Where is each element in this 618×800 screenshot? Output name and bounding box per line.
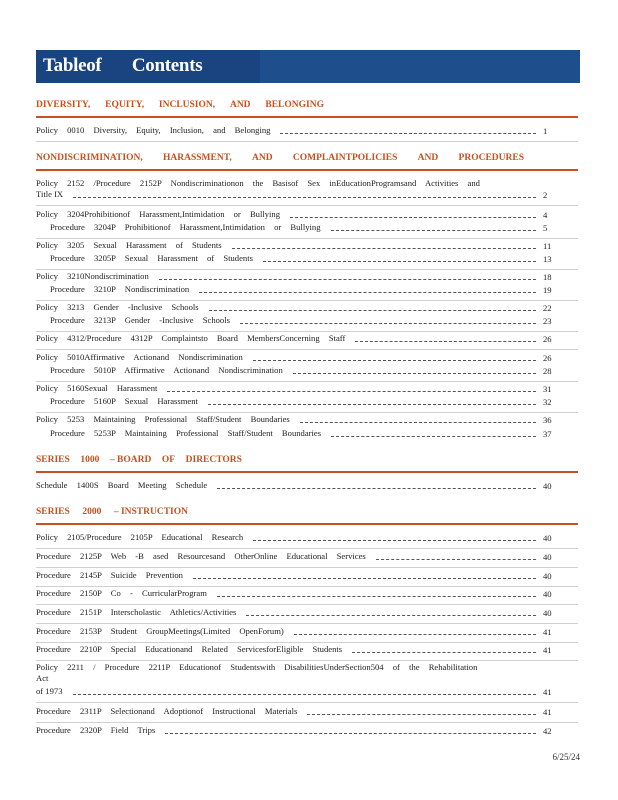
entry-separator xyxy=(36,660,578,661)
toc-page-number: 1 xyxy=(543,126,548,136)
toc-page-number: 40 xyxy=(543,571,552,581)
toc-leader xyxy=(280,133,536,134)
toc-page-number: 32 xyxy=(543,397,552,407)
toc-leader xyxy=(352,652,536,653)
toc-entry-title: Procedure 3210P Nondiscrimination xyxy=(50,284,190,294)
entry-separator xyxy=(36,300,578,301)
toc-page-number: 26 xyxy=(543,334,552,344)
toc-leader xyxy=(217,596,536,597)
toc-entry-title: Policy 3204Prohibitionof Harassment,Intimidation or Bullying xyxy=(36,209,281,219)
toc-page-number: 41 xyxy=(543,687,552,697)
toc-page-number: 41 xyxy=(543,627,552,637)
toc-leader xyxy=(376,559,536,560)
toc-page-number: 41 xyxy=(543,707,552,717)
toc-page-number: 28 xyxy=(543,366,552,376)
toc-page-number: 22 xyxy=(543,303,552,313)
toc-page-number: 26 xyxy=(543,353,552,363)
toc-page-number: 40 xyxy=(543,552,552,562)
toc-entry-title: Policy 5253 Maintaining Professional Staff/Student Boundaries xyxy=(36,414,290,424)
toc-leader xyxy=(290,217,536,218)
toc-page-number: 11 xyxy=(543,241,552,251)
entry-separator xyxy=(36,722,578,723)
toc-page-number: 13 xyxy=(543,254,552,264)
toc-entry-title: Procedure 2151P Interscholastic Athletics/Activities xyxy=(36,607,237,617)
toc-leader xyxy=(246,615,536,616)
toc-entry-title: Procedure 2311P Selectionand Adoptionof Instructional Materials xyxy=(36,706,298,716)
toc-leader xyxy=(209,310,536,311)
toc-entry-title: Procedure 5253P Maintaining Professional Staff/Student Boundaries xyxy=(50,428,322,438)
toc-leader xyxy=(331,230,536,231)
toc-page-number: 40 xyxy=(543,533,552,543)
section-header-series-1000 xyxy=(36,455,578,465)
toc-page-number: 36 xyxy=(543,415,552,425)
toc-entry-title: Procedure 2153P Student GroupMeetings(Limited OpenForum) xyxy=(36,626,284,636)
toc-leader xyxy=(331,436,536,437)
toc-entry-title: Procedure 2210P Special Educationand Related ServicesforEligible Students xyxy=(36,644,343,654)
toc-entry-title: Policy 2105/Procedure 2105P Educational Research xyxy=(36,532,244,542)
section-header-diversity xyxy=(36,100,578,110)
toc-entry-title: Policy 3213 Gender -Inclusive Schools xyxy=(36,302,199,312)
toc-entry-title: Procedure 5160P Sexual Harassment xyxy=(50,396,198,406)
footer-date: 6/25/24 xyxy=(552,752,580,762)
toc-entry-title: Policy 5010Affirmative Actionand Nondiscrimination xyxy=(36,352,243,362)
toc-leader xyxy=(193,578,536,579)
toc-page-number: 40 xyxy=(543,608,552,618)
entry-separator xyxy=(36,642,578,643)
toc-leader xyxy=(232,248,536,249)
toc-leader xyxy=(167,391,536,392)
toc-leader xyxy=(165,733,536,734)
toc-entry-title: Policy 5160Sexual Harassment xyxy=(36,383,158,393)
toc-page-number: 40 xyxy=(543,481,552,491)
toc-page-number: 41 xyxy=(543,645,552,655)
toc-page-number: 4 xyxy=(543,210,548,220)
toc-entry-title: Procedure 2150P Co - CurricularProgram xyxy=(36,588,207,598)
toc-leader xyxy=(307,714,536,715)
toc-leader xyxy=(355,341,536,342)
entry-separator xyxy=(36,548,578,549)
section-title: DIVERSITY, EQUITY, INCLUSION, AND BELONGING xyxy=(36,100,324,110)
toc-entry-title: Procedure 3213P Gender -Inclusive Schools xyxy=(50,315,230,325)
toc-entry-title: Procedure 3204P Prohibitionof Harassment,Intimidation or Bullying xyxy=(50,222,321,232)
section-header-series-2000 xyxy=(36,507,578,517)
section-title: SERIES 2000 – INSTRUCTION xyxy=(36,507,188,517)
entry-separator xyxy=(36,586,578,587)
toc-page-number: 23 xyxy=(543,316,552,326)
toc-leader xyxy=(73,197,536,198)
toc-leader xyxy=(240,323,536,324)
toc-title: Tableof Contents xyxy=(43,55,203,76)
entry-separator xyxy=(36,702,578,703)
toc-entry-title: Procedure 2320P Field Trips xyxy=(36,725,156,735)
toc-entry-title-continued: of 1973 xyxy=(36,686,63,696)
toc-leader xyxy=(253,360,536,361)
entry-separator xyxy=(36,412,578,413)
toc-entry-title: Policy 2152 /Procedure 2152P Nondiscriminationon the Basisof Sex inEducationProgramsand Activities and xyxy=(36,178,480,188)
toc-entry-title: Policy 0010 Diversity, Equity, Inclusion, and Belonging xyxy=(36,125,271,135)
entry-separator xyxy=(36,349,578,350)
toc-entry-title-continued: Act xyxy=(36,673,49,683)
toc-entry-title: Procedure 2125P Web -B ased Resourcesand OtherOnline Educational Services xyxy=(36,551,366,561)
toc-entry-title: Policy 4312/Procedure 4312P Complaintsto Board MembersConcerning Staff xyxy=(36,333,346,343)
toc-entry-title: Procedure 3205P Sexual Harassment of Students xyxy=(50,253,253,263)
toc-leader xyxy=(263,261,536,262)
toc-entry-title: Policy 3210Nondiscrimination xyxy=(36,271,149,281)
section-rule xyxy=(36,523,578,525)
entry-separator xyxy=(36,269,578,270)
entry-separator xyxy=(36,238,578,239)
toc-leader xyxy=(217,488,536,489)
toc-page-number: 2 xyxy=(543,190,548,200)
toc-banner xyxy=(36,50,580,83)
entry-separator xyxy=(36,623,578,624)
toc-page-number: 19 xyxy=(543,285,552,295)
entry-separator xyxy=(36,141,578,142)
toc-page-number: 31 xyxy=(543,384,552,394)
toc-entry-title: Procedure 5010P Affirmative Actionand Nondiscrimination xyxy=(50,365,283,375)
entry-separator xyxy=(36,381,578,382)
toc-entry-title: Schedule 1400S Board Meeting Schedule xyxy=(36,480,208,490)
section-title: NONDISCRIMINATION, HARASSMENT, AND COMPLAINTPOLICIES AND PROCEDURES xyxy=(36,153,524,163)
section-header-nondiscrimination xyxy=(36,153,578,163)
toc-page-number: 40 xyxy=(543,589,552,599)
toc-leader xyxy=(208,404,536,405)
entry-separator xyxy=(36,567,578,568)
toc-page-number: 5 xyxy=(543,223,548,233)
section-rule xyxy=(36,116,578,118)
entry-separator xyxy=(36,331,578,332)
toc-leader xyxy=(73,694,537,695)
toc-page-number: 42 xyxy=(543,726,552,736)
toc-page-number: 37 xyxy=(543,429,552,439)
toc-entry-title: Policy 3205 Sexual Harassment of Students xyxy=(36,240,222,250)
section-title: SERIES 1000 – BOARD OF DIRECTORS xyxy=(36,455,242,465)
toc-entry-title: Procedure 2145P Suicide Prevention xyxy=(36,570,183,580)
toc-leader xyxy=(199,292,536,293)
toc-leader xyxy=(300,422,536,423)
section-rule xyxy=(36,471,578,473)
toc-page-number: 18 xyxy=(543,272,552,282)
toc-leader xyxy=(294,634,536,635)
toc-entry-title-continued: Title IX xyxy=(36,189,64,199)
entry-separator xyxy=(36,604,578,605)
toc-leader xyxy=(253,540,536,541)
toc-leader xyxy=(293,373,536,374)
section-rule xyxy=(36,169,578,171)
toc-leader xyxy=(159,279,536,280)
entry-separator xyxy=(36,205,578,206)
toc-entry-title: Policy 2211 / Procedure 2211P Educationof Studentswith DisabilitiesUnderSection504 of the Rehabilitation xyxy=(36,662,478,672)
